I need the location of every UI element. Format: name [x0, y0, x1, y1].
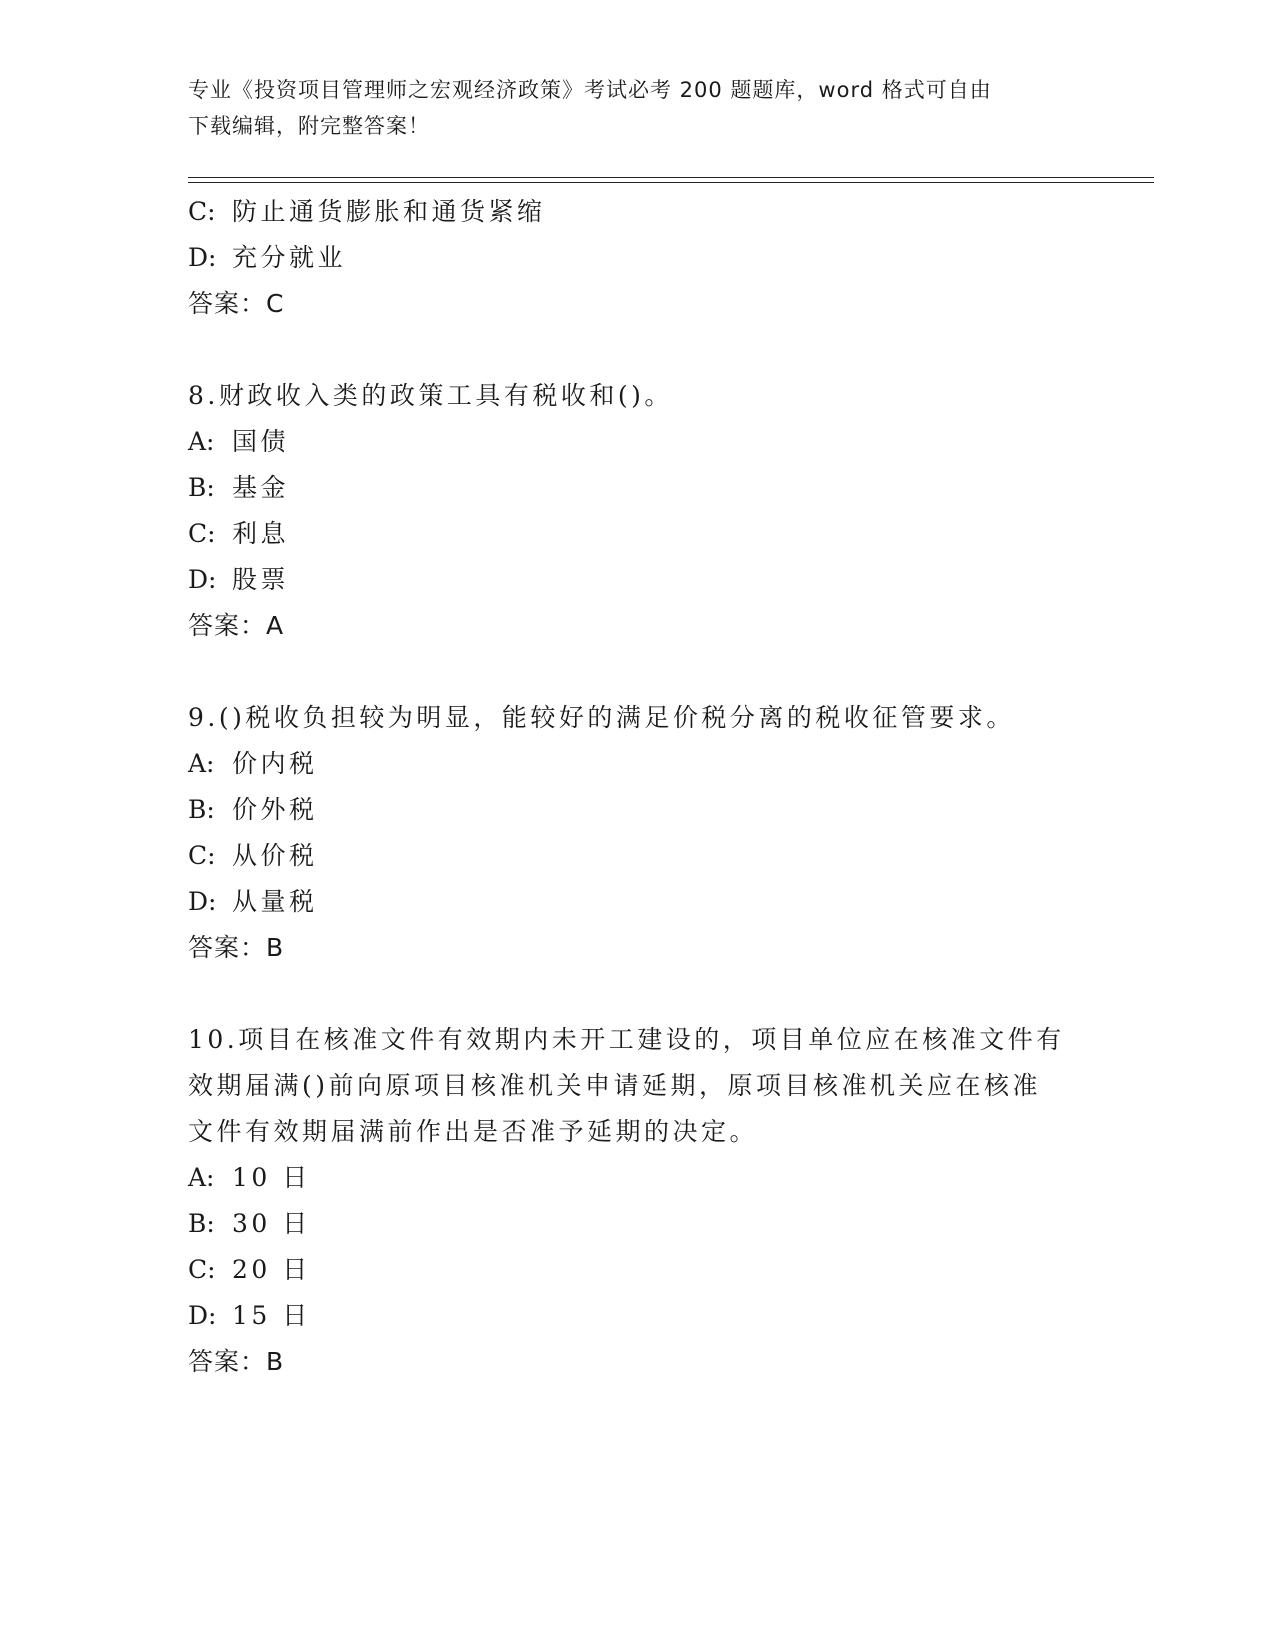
- option-letter: C:: [188, 197, 216, 226]
- option-letter: D:: [188, 243, 217, 272]
- answer-line: 答案：A: [188, 611, 285, 640]
- header-rule-top: [188, 177, 1154, 178]
- question-text: 8.财政收入类的政策工具有税收和()。: [188, 381, 673, 410]
- option-c: [188, 1247, 1088, 1293]
- option-d: [188, 557, 1088, 603]
- question-text-line-3: 文件有效期届满前作出是否准予延期的决定。: [188, 1117, 759, 1146]
- answer-line: 答案：C: [188, 289, 285, 318]
- option-text: 从量税: [232, 887, 318, 916]
- header-rule-bottom: [188, 182, 1154, 183]
- option-letter: A:: [188, 1163, 215, 1192]
- option-b: [188, 787, 1088, 833]
- spacer: [188, 971, 1088, 1017]
- option-letter: A:: [188, 427, 215, 456]
- option-a: [188, 1155, 1088, 1201]
- option-letter: A:: [188, 749, 215, 778]
- option-a: [188, 419, 1088, 465]
- header-line-1: 专业《投资项目管理师之宏观经济政策》考试必考 200 题题库，word 格式可自由: [188, 78, 992, 102]
- option-letter: D:: [188, 565, 217, 594]
- answer-line: 答案：B: [188, 1347, 285, 1376]
- option-d: [188, 879, 1088, 925]
- option-b: [188, 465, 1088, 511]
- option-text: 30 日: [232, 1209, 311, 1238]
- question-text: 9.()税收负担较为明显，能较好的满足价税分离的税收征管要求。: [188, 703, 1015, 732]
- option-letter: C:: [188, 519, 216, 548]
- option-a: [188, 741, 1088, 787]
- question-9-block: [188, 695, 1088, 971]
- option-c: [188, 189, 1088, 235]
- option-letter: C:: [188, 1255, 216, 1284]
- option-text: 价外税: [232, 795, 318, 824]
- option-text: 国债: [232, 427, 290, 456]
- question-list: [188, 189, 1088, 1385]
- option-letter: D:: [188, 1301, 217, 1330]
- option-text: 10 日: [232, 1163, 311, 1192]
- option-letter: D:: [188, 887, 217, 916]
- option-text: 价内税: [232, 749, 318, 778]
- option-c: [188, 511, 1088, 557]
- option-text: 基金: [232, 473, 290, 502]
- option-d: [188, 235, 1088, 281]
- option-text: 股票: [232, 565, 290, 594]
- option-text: 防止通货膨胀和通货紧缩: [232, 197, 546, 226]
- spacer: [188, 327, 1088, 373]
- document-header: [188, 72, 1068, 144]
- question-text-line-2: 效期届满()前向原项目核准机关申请延期，原项目核准机关应在核准: [188, 1071, 1042, 1100]
- option-c: [188, 833, 1088, 879]
- option-b: [188, 1201, 1088, 1247]
- option-letter: B:: [188, 473, 215, 502]
- spacer: [188, 649, 1088, 695]
- option-text: 15 日: [232, 1301, 311, 1330]
- option-letter: B:: [188, 795, 215, 824]
- option-letter: B:: [188, 1209, 215, 1238]
- option-text: 20 日: [232, 1255, 311, 1284]
- prev-question-block: [188, 189, 1088, 327]
- option-text: 充分就业: [232, 243, 347, 272]
- answer-line: 答案：B: [188, 933, 285, 962]
- question-text-line-1: 10.项目在核准文件有效期内未开工建设的，项目单位应在核准文件有: [188, 1025, 1065, 1054]
- option-d: [188, 1293, 1088, 1339]
- option-text: 从价税: [232, 841, 318, 870]
- header-line-2: 下载编辑，附完整答案！: [188, 114, 430, 138]
- option-text: 利息: [232, 519, 290, 548]
- question-10-block: [188, 1017, 1088, 1385]
- question-8-block: [188, 373, 1088, 649]
- option-letter: C:: [188, 841, 216, 870]
